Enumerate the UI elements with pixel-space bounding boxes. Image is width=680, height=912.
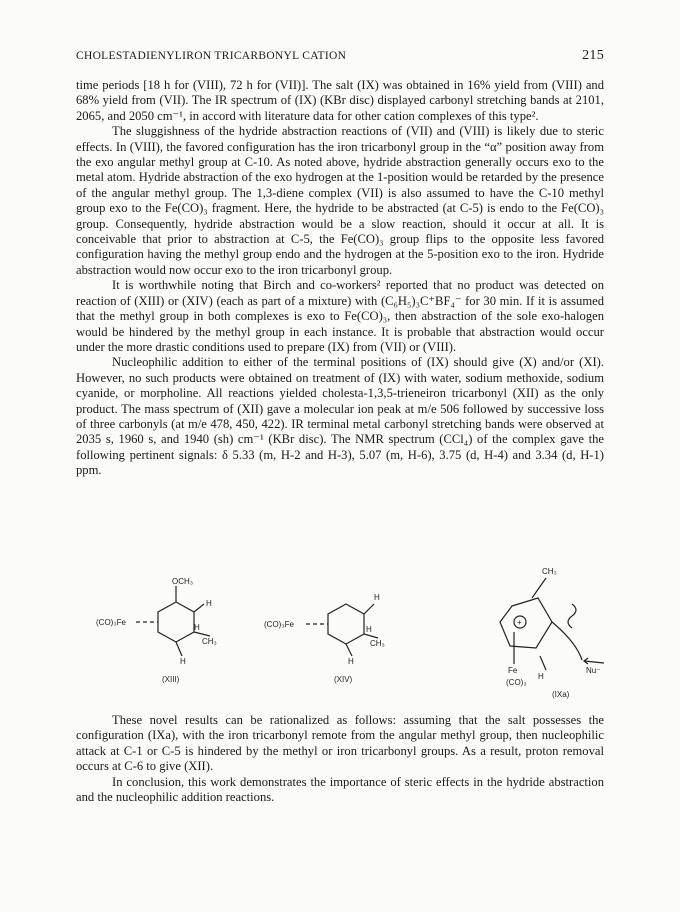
ixa-plus: + <box>517 618 522 627</box>
structure-xiii <box>136 586 210 656</box>
ring-xiii <box>158 602 194 642</box>
structures-svg <box>76 560 616 710</box>
xiv-fe: (CO)₃Fe <box>264 620 294 629</box>
ring-xiv <box>328 604 364 644</box>
bond-ch3-xiv <box>364 634 378 638</box>
ixa-co: (CO)₃ <box>506 678 527 687</box>
bond-h-bottom-xiv <box>346 644 352 656</box>
bond-h-top-xiv <box>364 604 374 614</box>
xiii-ch3: CH₃ <box>202 637 217 646</box>
xiii-fe: (CO)₃Fe <box>96 618 126 627</box>
xiii-h-bottom: H <box>180 657 186 666</box>
ixa-h: H <box>538 672 544 681</box>
ixa-fe: Fe <box>508 666 518 675</box>
running-header <box>76 50 604 68</box>
bond-h-bottom <box>176 642 182 656</box>
wavy-bond <box>568 604 576 628</box>
xiii-label: (XIII) <box>162 675 180 684</box>
paragraph-1: time periods [18 h for (VIII), 72 h for (VII)]. The salt (IX) was obtained in 16% yield from (VIII) and 68% yield from (VII). The IR spectrum of (IX) (KBr disc) displayed carbonyl stretching bands at 2101, 2065, and 2050 cm⁻¹, in accord with literature data for other cation complexes of this type². <box>76 78 604 123</box>
xiv-h-bottom: H <box>348 657 354 666</box>
xiii-h-top: H <box>206 599 212 608</box>
bond-h-top <box>194 604 204 612</box>
xiv-ch3: CH₃ <box>370 639 385 648</box>
ixa-label: (IXa) <box>552 690 570 699</box>
xiv-h-right: H <box>366 625 372 634</box>
paragraph-2: The sluggishness of the hydride abstraction reactions of (VII) and (VIII) is likely due to steric effects. In (VIII), the favored configuration has the iron tricarbonyl group in the “α” position away from the exo angular methyl group at C-10. As noted above, hydride abstraction generally occurs exo to the metal atom. Hydride abstraction of the exo hydrogen at the 1-position would be retarded by the presence of the angular methyl group. The 1,3-diene complex (VII) is also assumed to have the C-10 methyl group exo to the Fe(CO)₃ fragment. Here, the hydride to be abstracted (at C-5) is endo to the Fe(CO)₃ group. Consequently, hydride abstraction would be a slow reaction, should it occur at all. It is conceivable that prior to abstraction at C-5, the Fe(CO)₃ group flips to the opposite less favored configuration having the methyl group endo and the hydrogen at the 5-position exo to the iron. Hydride abstraction would now occur exo to the iron tricarbonyl group. <box>76 124 604 277</box>
xiii-substituent: OCH₃ <box>172 577 194 586</box>
after-figure-text <box>76 713 604 805</box>
bond-h-ixa <box>540 656 546 670</box>
running-title: CHOLESTADIENYLIRON TRICARBONYL CATION <box>76 50 347 62</box>
ixa-nu: Nu⁻ <box>586 666 601 675</box>
paragraph-3: It is worthwhile noting that Birch and co-workers² reported that no product was detected on reaction of (XIII) or (XIV) (each as part of a mixture) with (C₆H₅)₃C⁺BF₄⁻ for 30 min. If it is assumed that the methyl group in both complexes is exo to Fe(CO)₃, then abstraction of the sole exo-halogen would be hindered by the methyl group in each instance. It is probable that abstraction would occur under the more drastic conditions used to prepare (IX) from (VII) or (VIII). <box>76 278 604 354</box>
xiv-h-top: H <box>374 593 380 602</box>
bond-methyl <box>532 578 546 598</box>
ixa-methyl: CH₃ <box>542 567 557 576</box>
bond-ch3 <box>194 632 210 636</box>
body-text <box>76 78 604 479</box>
paragraph-5: These novel results can be rationalized as follows: assuming that the salt possesses the configuration (IXa), with the iron tricarbonyl remote from the angular methyl group, then nucleophilic attack at C-1 or C-5 is hindered by the methyl or iron tricarbonyl groups. As a result, proton removal occurs at C-6 to give (XII). <box>76 713 604 774</box>
structure-figure <box>76 560 616 710</box>
xiv-label: (XIV) <box>334 675 353 684</box>
structure-ixa <box>500 578 604 670</box>
page-number: 215 <box>582 48 604 63</box>
arc-bond <box>552 622 582 660</box>
paragraph-6: In conclusion, this work demonstrates the importance of steric effects in the hydride abstraction and the nucleophilic addition reactions. <box>76 774 604 805</box>
xiii-h-right: H <box>194 623 200 632</box>
paragraph-4: Nucleophilic addition to either of the terminal positions of (IX) should give (X) and/or (XI). However, no such products were obtained on treatment of (IX) with water, sodium methoxide, sodium cyanide, or morpholine. All reactions yielded cholesta-1,3,5-trieneiron tricarbonyl (XII) as the only product. The mass spectrum of (XII) gave a molecular ion peak at m/e 506 followed by successive loss of three carbonyls (at m/e 478, 450, 422). IR terminal metal carbonyl stretching bands were observed at 2035 s, 1960 s, and 1940 (sh) cm⁻¹ (KBr disc). The NMR spectrum (CCl₄) of the complex gave the following pertinent signals: δ 5.33 (m, H-2 and H-3), 5.07 (m, H-6), 3.75 (d, H-4) and 3.34 (d, H-1) ppm. <box>76 355 604 478</box>
